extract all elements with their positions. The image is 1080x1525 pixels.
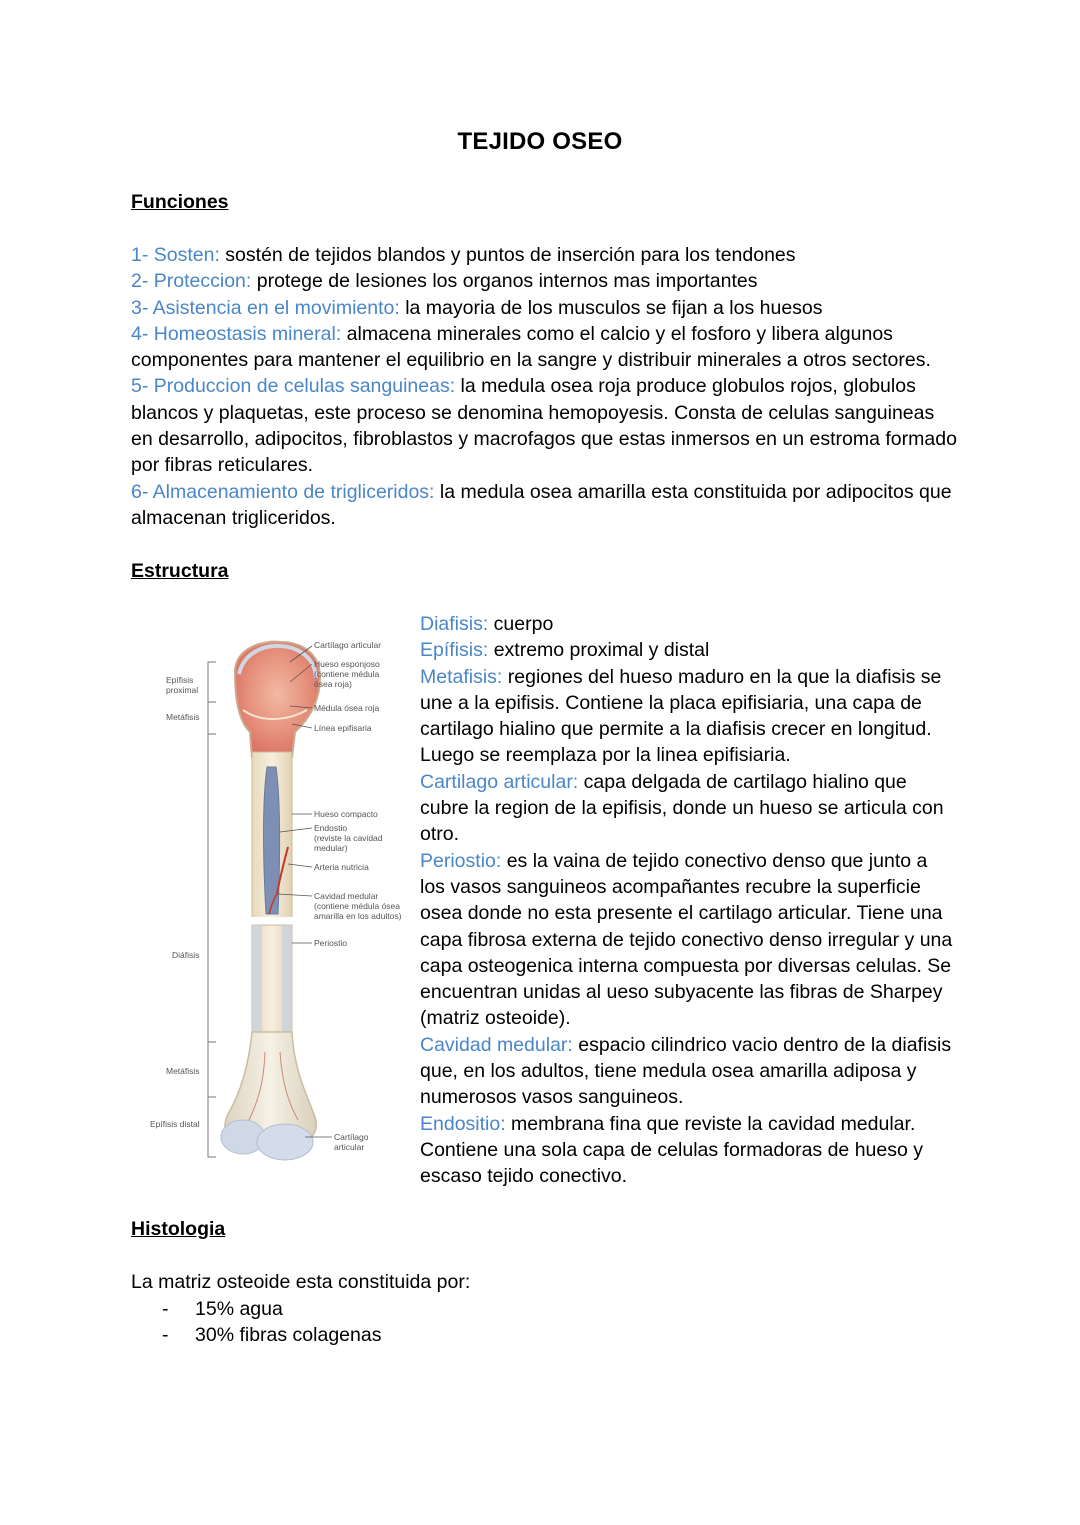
label-medula-osea-roja: Médula ósea roja [314, 703, 380, 713]
estructura-item [420, 848, 955, 1032]
distal-epiphysis [221, 1032, 316, 1160]
funcion-item [131, 321, 961, 374]
estructura-item [420, 664, 955, 769]
list-bullet: - [162, 1298, 169, 1320]
label-cartilago-articular-bottom-2: articular [334, 1142, 365, 1152]
estructura-text: capa delgada de cartilago hialino que cubre la region de la epifisis, donde un hueso se articula con otro. [420, 770, 944, 846]
page-title: TEJIDO OSEO [457, 128, 623, 155]
estructura-text: membrana fina que reviste la cavidad medular. Contiene una sola capa de celulas formadoras de hueso y escaso tejido conectivo. [420, 1112, 923, 1188]
label-cartilago-articular-top: Cartílago articular [314, 640, 382, 650]
diaphysis [250, 752, 294, 1045]
label-metafisis-bottom: Metáfisis [166, 1066, 200, 1076]
right-labels [314, 640, 402, 1152]
estructura-item [420, 637, 955, 663]
label-epifisis-proximal-1: Epífisis [166, 675, 194, 685]
estructura-list [420, 611, 955, 1190]
histologia-intro: La matriz osteoide esta constituida por: [131, 1271, 471, 1293]
funcion-item [131, 268, 961, 294]
list-bullet: - [162, 1324, 169, 1346]
label-linea-epifisaria: Línea epifisaria [314, 723, 372, 733]
funcion-term: 5- Produccion de celulas sanguineas: [131, 375, 456, 398]
funcion-text: la mayoria de los musculos se fijan a los huesos [399, 296, 823, 319]
funcion-item [131, 242, 961, 268]
estructura-term: Cavidad medular: [420, 1033, 573, 1056]
funcion-text: protege de lesiones los organos internos mas importantes [251, 270, 758, 293]
funcion-term: 1- Sosten: [131, 244, 220, 266]
estructura-text: es la vaina de tejido conectivo denso que junto a los vasos sanguineos acompañantes recubre la superficie osea donde no esta presente el cartilago articular. Tiene una capa fibrosa externa de tejido conectivo denso irregular y una capa osteogenica interna compuesta por diversas celulas. Se encuentran unidas al ueso subyacente las fibras de Sharpey (matriz osteoide). [420, 849, 953, 1030]
funcion-text: almacena minerales como el calcio y el fosforo y libera algunos componentes para mantener el equilibrio en la sangre y distribuir minerales a otros sectores. [131, 322, 931, 372]
estructura-term: Epífisis: [420, 639, 489, 662]
list-item [162, 1322, 381, 1348]
label-endostio-2: (reviste la cavidad [314, 833, 383, 843]
label-hueso-compacto: Hueso compacto [314, 809, 378, 819]
label-endostio-3: medular) [314, 843, 348, 853]
estructura-term: Periostio: [420, 849, 502, 872]
estructura-item [420, 769, 955, 848]
label-metafisis-top: Metáfisis [166, 712, 200, 722]
funcion-text: sostén de tejidos blandos y puntos de inserción para los tendones [219, 244, 796, 266]
estructura-text: extremo proximal y distal [488, 639, 710, 662]
left-labels [150, 675, 200, 1129]
label-cavidad-medular-2: (contiene médula ósea [314, 901, 401, 911]
proximal-epiphysis [235, 642, 320, 757]
estructura-text: espacio cilindrico vacio dentro de la diafisis que, en los adultos, tiene medula osea amarilla adiposa y numerosos vasos sanguineos. [420, 1033, 952, 1109]
funcion-text: la medula osea amarilla esta constituida por adipocitos que almacenan trigliceridos. [131, 480, 952, 529]
section-heading-funciones: Funciones [131, 191, 229, 213]
label-cavidad-medular-3: amarilla en los adultos) [314, 911, 402, 921]
long-bone-diagram [140, 632, 412, 1172]
estructura-term: Diafisis: [420, 613, 489, 635]
list-item [162, 1296, 283, 1322]
label-cartilago-articular-bottom-1: Cartílago [334, 1132, 369, 1142]
estructura-term: Metafisis: [420, 665, 503, 688]
funcion-term: 2- Proteccion: [131, 270, 252, 293]
funcion-term: 3- Asistencia en el movimiento: [131, 296, 400, 319]
label-epifisis-distal: Epífisis distal [150, 1119, 200, 1129]
bone-anatomy-figure [140, 632, 412, 1172]
label-hueso-esponjoso-1: Hueso esponjoso [314, 659, 380, 669]
funcion-text: la medula osea roja produce globulos rojos, globulos blancos y plaquetas, este proceso se denomina hemopoyesis. Consta de celulas sanguineas en desarrollo, adipocitos, fibroblastos y macrofagos que estas inmersos en un estroma formado por fibras reticulares. [131, 375, 957, 477]
estructura-text: regiones del hueso maduro en la que la diafisis se une a la epifisis. Contiene la placa epifisiaria, una capa de cartilago hialino que permite a la diafisis crecer en longitud. Luego se reemplaza por la linea epifisiaria. [420, 665, 942, 767]
estructura-text: cuerpo [488, 613, 554, 635]
funcion-term: 4- Homeostasis mineral: [131, 322, 342, 345]
list-item-text: 30% fibras colagenas [195, 1324, 382, 1346]
estructura-item [420, 1111, 955, 1190]
label-hueso-esponjoso-2: (contiene médula [314, 669, 380, 679]
funcion-item [131, 373, 961, 478]
funcion-item [131, 295, 961, 321]
funcion-term: 6- Almacenamiento de trigliceridos: [131, 480, 435, 503]
estructura-term: Cartilago articular: [420, 770, 579, 793]
label-arteria-nutricia: Arteria nutricia [314, 862, 369, 872]
funcion-item [131, 479, 961, 532]
label-endostio-1: Endostio [314, 823, 348, 833]
label-hueso-esponjoso-3: ósea roja) [314, 679, 352, 689]
estructura-term: Endositio: [420, 1112, 506, 1135]
left-brackets [208, 662, 216, 1157]
funciones-list [131, 242, 961, 531]
list-item-text: 15% agua [195, 1298, 283, 1320]
section-heading-histologia: Histologia [131, 1218, 226, 1240]
estructura-item [420, 611, 955, 637]
label-epifisis-proximal-2: proximal [166, 685, 199, 695]
section-heading-estructura: Estructura [131, 560, 229, 582]
label-cavidad-medular-1: Cavidad medular [314, 891, 379, 901]
estructura-item [420, 1032, 955, 1111]
label-periostio: Periostio [314, 938, 348, 948]
label-diafisis: Diáfisis [172, 950, 200, 960]
